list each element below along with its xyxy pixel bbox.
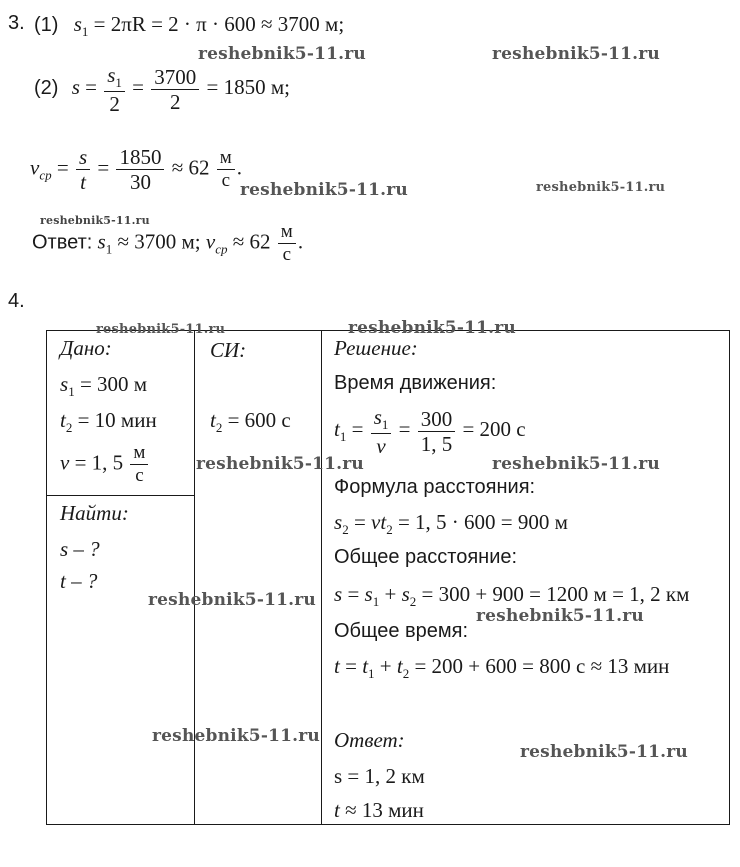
- table-left-border: [46, 330, 47, 825]
- problem-3-line-3: $v_{ср}$ = $\frac{s}{t}$ = $\frac{1850}{30}$ ≈ 62 $\frac{м}{с}$ .: [30, 145, 243, 195]
- watermark: reshebnik5-11.ru: [476, 606, 644, 626]
- given-find-divider: [46, 495, 195, 496]
- watermark: reshebnik5-11.ru: [348, 318, 516, 338]
- find-heading: Найти:: [60, 501, 129, 525]
- problem-3-answer: Ответ: $s_1 \approx 3700$ м; $v_{ср} \approx 62$ $\frac{м}{с}$ .: [32, 221, 304, 265]
- given-heading: Дано:: [60, 336, 112, 360]
- table-right-border: [729, 330, 730, 825]
- fraction-s1-over-2: $\frac{s_1}{2}$: [104, 64, 125, 115]
- solution-eq-s: $s = s_1 + s_2 = 300 + 900 = 1200$ м = 1, 2 км: [334, 582, 690, 609]
- watermark: reshebnik5-11.ru: [536, 180, 666, 195]
- solution-eq-t1: $t_1$ = $\frac{s_1}{v}$ = $\frac{300}{1, 5}$ = 200 с: [334, 405, 526, 458]
- solution-label-distance-formula: Формула расстояния:: [334, 476, 536, 498]
- answer-label: Ответ:: [32, 231, 93, 254]
- line-3-result: ≈ 62: [171, 155, 210, 180]
- column-divider-2: [321, 330, 322, 825]
- watermark: reshebnik5-11.ru: [240, 180, 408, 200]
- solution-heading: Решение:: [334, 336, 418, 360]
- given-t2: $t_2 = 10$ мин: [60, 408, 157, 435]
- solution-label-total-time: Общее время:: [334, 620, 469, 642]
- watermark: reshebnik5-11.ru: [492, 454, 660, 474]
- si-heading: СИ:: [210, 338, 247, 362]
- fraction-s-over-t: $\frac{s}{t}$: [76, 146, 90, 193]
- watermark: reshebnik5-11.ru: [492, 44, 660, 64]
- watermark: reshebnik5-11.ru: [198, 44, 366, 64]
- find-item-t: t – ?: [60, 569, 98, 593]
- solution-answer-t: t ≈ 13 мин: [334, 798, 424, 822]
- solution-answer-s: s = 1, 2 км: [334, 764, 425, 788]
- given-s1: $s_1 = 300$ м: [60, 372, 148, 399]
- watermark: reshebnik5-11.ru: [148, 590, 316, 610]
- problem-3-line-1: (1) $s_1 = 2\pi R = 2 \cdot \pi \cdot 600 \approx 3700$ м;: [34, 12, 345, 39]
- watermark: reshebnik5-11.ru: [96, 322, 226, 337]
- table-bottom-border: [46, 824, 730, 825]
- problem-3-number: 3.: [8, 12, 25, 34]
- line-1-marker: (1): [34, 14, 59, 36]
- answer-unit-m-per-s: $\frac{м}{с}$: [278, 222, 296, 265]
- column-divider-1: [194, 330, 195, 825]
- line-2-marker: (2): [34, 77, 59, 100]
- watermark: reshebnik5-11.ru: [40, 214, 150, 227]
- solution-eq-t: $t = t_1 + t_2 = 200 + 600 = 800$ с ≈ 13 мин: [334, 654, 670, 681]
- watermark: reshebnik5-11.ru: [196, 454, 364, 474]
- given-v-unit: $\frac{м}{с}$: [130, 443, 148, 486]
- watermark: reshebnik5-11.ru: [520, 742, 688, 762]
- unit-m-per-s: $\frac{м}{с}$: [217, 148, 235, 191]
- line-2-result: = 1850 м;: [206, 75, 290, 100]
- fraction-3700-over-2: $\frac{3700}{2}$: [151, 66, 199, 113]
- problem-4-number: 4.: [8, 290, 25, 312]
- solution-eq-s2: $s_2 = vt_2 = 1$, 5 · 600 = 900 м: [334, 510, 568, 537]
- solution-label-total-distance: Общее расстояние:: [334, 546, 518, 568]
- watermark: reshebnik5-11.ru: [152, 726, 320, 746]
- problem-3-line-2: (2) s = $\frac{s_1}{2}$ = $\frac{3700}{2}$ = 1850 м;: [34, 63, 290, 116]
- solution-answer-heading: Ответ:: [334, 728, 405, 752]
- solution-label-time: Время движения:: [334, 372, 497, 394]
- fraction-1850-over-30: $\frac{1850}{30}$: [116, 146, 164, 193]
- si-t2: $t_2 = 600$ с: [210, 408, 291, 435]
- given-v: v = 1, 5 $\frac{м}{с}$: [60, 443, 150, 486]
- find-item-s: s – ?: [60, 537, 100, 561]
- line-1-formula: = 2πR = 2 · π · 600 ≈ 3700 м;: [93, 12, 345, 36]
